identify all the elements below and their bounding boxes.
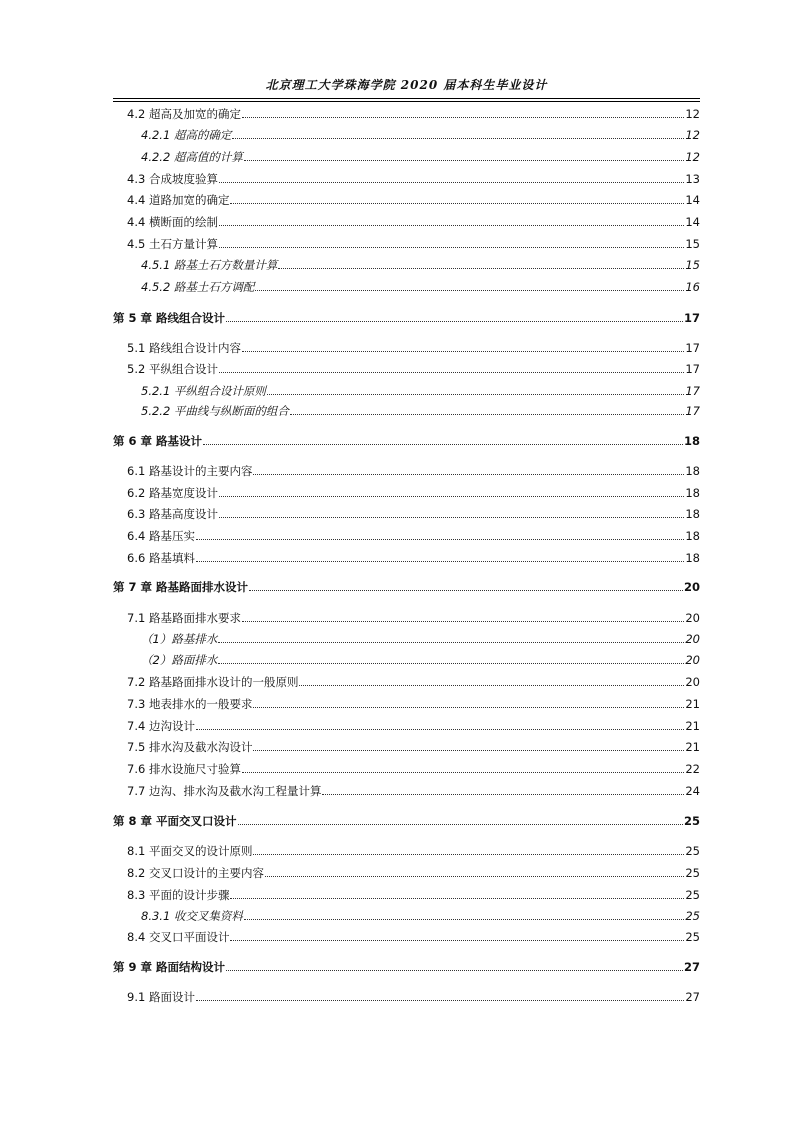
toc-dot-leader bbox=[244, 160, 684, 161]
toc-entry[interactable] bbox=[113, 276, 700, 294]
toc-page-number: 25 bbox=[685, 930, 700, 944]
toc-entry[interactable] bbox=[113, 525, 700, 543]
toc-page-number: 12 bbox=[685, 150, 700, 164]
toc-page-number: 24 bbox=[685, 784, 700, 798]
toc-entry-title: 7.7 边沟、排水沟及截水沟工程量计算 bbox=[127, 784, 322, 798]
toc-entry[interactable] bbox=[113, 671, 700, 689]
toc-entry[interactable] bbox=[113, 503, 700, 521]
toc-entry[interactable] bbox=[113, 649, 700, 667]
toc-entry[interactable] bbox=[113, 840, 700, 858]
toc-page-number: 16 bbox=[685, 280, 700, 294]
toc-dot-leader bbox=[242, 772, 684, 773]
toc-page-number: 21 bbox=[685, 740, 700, 754]
toc-entry[interactable] bbox=[113, 628, 700, 646]
toc-page-number: 20 bbox=[685, 611, 700, 625]
toc-page-number: 12 bbox=[685, 128, 700, 142]
toc-entry-title: 6.2 路基宽度设计 bbox=[127, 486, 218, 500]
toc-entry[interactable] bbox=[113, 146, 700, 164]
toc-page-number: 15 bbox=[685, 237, 700, 251]
toc-dot-leader bbox=[219, 182, 684, 183]
toc-dot-leader bbox=[203, 444, 683, 445]
toc-entry-title: 7.5 排水沟及截水沟设计 bbox=[127, 740, 253, 754]
toc-entry-title: 4.2.1 超高的确定 bbox=[141, 128, 232, 142]
toc-page-number: 27 bbox=[683, 960, 700, 974]
toc-entry[interactable] bbox=[113, 780, 700, 798]
toc-page-number: 12 bbox=[685, 107, 700, 121]
toc-entry[interactable] bbox=[113, 233, 700, 251]
toc-page-number: 17 bbox=[685, 362, 700, 376]
toc-dot-leader bbox=[232, 138, 684, 139]
toc-entry[interactable] bbox=[113, 337, 700, 355]
page-header: 北京理工大学珠海学院 2020 届本科生毕业设计 bbox=[265, 78, 548, 92]
toc-entry-title: 5.1 路线组合设计内容 bbox=[127, 341, 241, 355]
toc-dot-leader bbox=[249, 590, 683, 591]
toc-entry[interactable] bbox=[113, 103, 700, 121]
toc-chapter-entry[interactable] bbox=[113, 810, 700, 828]
toc-entry-title: 9.1 路面设计 bbox=[127, 990, 195, 1004]
toc-dot-leader bbox=[244, 919, 684, 920]
toc-page-number: 20 bbox=[685, 675, 700, 689]
toc-entry-title: 8.3.1 收交叉集资料 bbox=[141, 909, 243, 923]
toc-dot-leader bbox=[322, 794, 684, 795]
toc-page-number: 27 bbox=[685, 990, 700, 1004]
toc-page-number: 25 bbox=[685, 888, 700, 902]
toc-dot-leader bbox=[267, 394, 684, 395]
toc-chapter-entry[interactable] bbox=[113, 576, 700, 594]
toc-entry-title: 8.4 交叉口平面设计 bbox=[127, 930, 230, 944]
toc-chapter-entry[interactable] bbox=[113, 430, 700, 448]
toc-dot-leader bbox=[253, 474, 684, 475]
toc-chapter-entry[interactable] bbox=[113, 307, 700, 325]
toc-entry[interactable] bbox=[113, 715, 700, 733]
toc-dot-leader bbox=[278, 268, 684, 269]
toc-page-number: 18 bbox=[685, 486, 700, 500]
toc-dot-leader bbox=[226, 970, 683, 971]
toc-entry-title: 5.2 平纵组合设计 bbox=[127, 362, 218, 376]
toc-entry[interactable] bbox=[113, 862, 700, 880]
toc-page-number: 22 bbox=[685, 762, 700, 776]
toc-entry-title: 第 5 章 路线组合设计 bbox=[113, 311, 226, 325]
toc-page-number: 14 bbox=[685, 215, 700, 229]
toc-entry[interactable] bbox=[113, 736, 700, 754]
header-rule bbox=[113, 98, 700, 99]
toc-entry-title: 4.2 超高及加宽的确定 bbox=[127, 107, 241, 121]
toc-entry[interactable] bbox=[113, 482, 700, 500]
toc-dot-leader bbox=[219, 372, 684, 373]
toc-dot-leader bbox=[242, 351, 684, 352]
toc-entry[interactable] bbox=[113, 905, 700, 923]
toc-dot-leader bbox=[226, 321, 683, 322]
toc-entry[interactable] bbox=[113, 926, 700, 944]
toc-entry[interactable] bbox=[113, 460, 700, 478]
toc-entry-title: （1）路基排水 bbox=[141, 632, 218, 646]
toc-entry-title: 7.4 边沟设计 bbox=[127, 719, 195, 733]
toc-dot-leader bbox=[196, 539, 684, 540]
toc-chapter-entry[interactable] bbox=[113, 956, 700, 974]
toc-entry-title: 4.5 土石方量计算 bbox=[127, 237, 218, 251]
toc-entry[interactable] bbox=[113, 189, 700, 207]
toc-dot-leader bbox=[230, 940, 684, 941]
toc-entry[interactable] bbox=[113, 986, 700, 1004]
toc-page-number: 25 bbox=[685, 909, 700, 923]
toc-dot-leader bbox=[218, 663, 684, 664]
toc-page-number: 18 bbox=[685, 551, 700, 565]
toc-entry-title: 4.5.1 路基土石方数量计算 bbox=[141, 258, 278, 272]
toc-page-number: 17 bbox=[685, 384, 700, 398]
toc-entry-title: 7.2 路基路面排水设计的一般原则 bbox=[127, 675, 299, 689]
toc-entry-title: 5.2.2 平曲线与纵断面的组合 bbox=[141, 404, 289, 418]
toc-entry-title: 7.6 排水设施尺寸验算 bbox=[127, 762, 241, 776]
toc-page-number: 17 bbox=[685, 341, 700, 355]
toc-entry-title: 第 9 章 路面结构设计 bbox=[113, 960, 226, 974]
toc-page-number: 14 bbox=[685, 193, 700, 207]
toc-dot-leader bbox=[196, 729, 684, 730]
toc-page-number: 21 bbox=[685, 719, 700, 733]
toc-dot-leader bbox=[230, 203, 684, 204]
toc-page-number: 20 bbox=[685, 653, 700, 667]
toc-dot-leader bbox=[218, 642, 684, 643]
toc-dot-leader bbox=[219, 496, 684, 497]
toc-page-number: 17 bbox=[685, 404, 700, 418]
toc-entry-title: （2）路面排水 bbox=[141, 653, 218, 667]
toc-page-number: 18 bbox=[685, 464, 700, 478]
toc-page-number: 18 bbox=[685, 529, 700, 543]
toc-entry-title: 4.4 横断面的绘制 bbox=[127, 215, 218, 229]
toc-page-number: 25 bbox=[685, 866, 700, 880]
toc-entry[interactable] bbox=[113, 758, 700, 776]
toc-entry[interactable] bbox=[113, 607, 700, 625]
toc-entry-title: 4.2.2 超高值的计算 bbox=[141, 150, 243, 164]
toc-dot-leader bbox=[242, 621, 684, 622]
toc-dot-leader bbox=[242, 117, 684, 118]
toc-entry[interactable] bbox=[113, 358, 700, 376]
toc-page-number: 15 bbox=[685, 258, 700, 272]
toc-entry-title: 4.4 道路加宽的确定 bbox=[127, 193, 230, 207]
toc-page-number: 21 bbox=[685, 697, 700, 711]
toc-dot-leader bbox=[219, 225, 684, 226]
toc-entry-title: 8.1 平面交叉的设计原则 bbox=[127, 844, 253, 858]
toc-page-number: 13 bbox=[685, 172, 700, 186]
toc-entry-title: 8.3 平面的设计步骤 bbox=[127, 888, 230, 902]
toc-entry-title: 6.6 路基填料 bbox=[127, 551, 195, 565]
toc-page-number: 18 bbox=[685, 507, 700, 521]
toc-entry[interactable] bbox=[113, 400, 700, 418]
toc-page-number: 25 bbox=[685, 844, 700, 858]
toc-page-number: 25 bbox=[683, 814, 700, 828]
toc-entry-title: 第 8 章 平面交叉口设计 bbox=[113, 814, 237, 828]
toc-entry-title: 6.1 路基设计的主要内容 bbox=[127, 464, 253, 478]
toc-entry-title: 4.3 合成坡度验算 bbox=[127, 172, 218, 186]
toc-entry[interactable] bbox=[113, 380, 700, 398]
toc-dot-leader bbox=[255, 290, 684, 291]
toc-entry[interactable] bbox=[113, 693, 700, 711]
toc-dot-leader bbox=[230, 898, 684, 899]
toc-dot-leader bbox=[290, 414, 684, 415]
toc-page-number: 17 bbox=[683, 311, 700, 325]
toc-entry[interactable] bbox=[113, 547, 700, 565]
toc-entry-title: 8.2 交叉口设计的主要内容 bbox=[127, 866, 264, 880]
toc-dot-leader bbox=[265, 876, 684, 877]
toc-entry-title: 5.2.1 平纵组合设计原则 bbox=[141, 384, 266, 398]
toc-entry[interactable] bbox=[113, 884, 700, 902]
toc-dot-leader bbox=[196, 1000, 684, 1001]
toc-entry-title: 第 6 章 路基设计 bbox=[113, 434, 203, 448]
toc-dot-leader bbox=[253, 750, 684, 751]
toc-dot-leader bbox=[253, 854, 684, 855]
toc-entry-title: 4.5.2 路基土石方调配 bbox=[141, 280, 255, 294]
toc-dot-leader bbox=[219, 517, 684, 518]
toc-dot-leader bbox=[299, 685, 684, 686]
toc-dot-leader bbox=[196, 561, 684, 562]
toc-dot-leader bbox=[219, 247, 684, 248]
toc-dot-leader bbox=[253, 707, 684, 708]
toc-page-number: 20 bbox=[683, 580, 700, 594]
toc-dot-leader bbox=[238, 824, 683, 825]
toc-entry-title: 6.3 路基高度设计 bbox=[127, 507, 218, 521]
toc-page-number: 20 bbox=[685, 632, 700, 646]
toc-entry-title: 6.4 路基压实 bbox=[127, 529, 195, 543]
header-rule-thin bbox=[113, 101, 700, 102]
toc-entry-title: 第 7 章 路基路面排水设计 bbox=[113, 580, 249, 594]
toc-entry[interactable] bbox=[113, 124, 700, 142]
toc-entry[interactable] bbox=[113, 168, 700, 186]
toc-entry[interactable] bbox=[113, 254, 700, 272]
toc-entry-title: 7.1 路基路面排水要求 bbox=[127, 611, 241, 625]
toc-entry[interactable] bbox=[113, 211, 700, 229]
toc-page-number: 18 bbox=[683, 434, 700, 448]
toc-entry-title: 7.3 地表排水的一般要求 bbox=[127, 697, 253, 711]
